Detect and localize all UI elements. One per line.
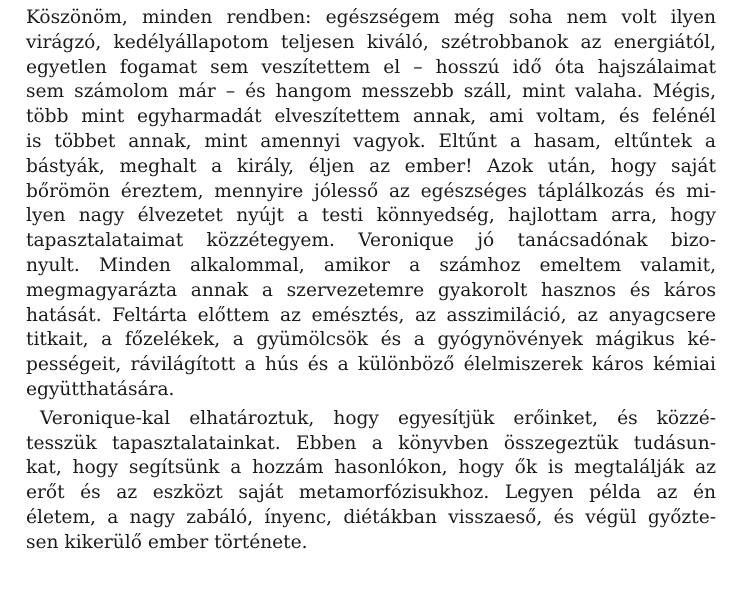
- text-line: tesszük tapasztalatainkat. Ebben a könyvben összegeztük tudásun-: [26, 432, 716, 454]
- text-line: megmagyarázta annak a szervezetemre gyakorolt hasznos és káros: [26, 279, 716, 301]
- text-line: több mint egyharmadát elveszítettem annak, ami voltam, és felénél: [26, 106, 716, 128]
- text-line: bástyák, meghalt a király, éljen az ember! Azok után, hogy saját: [26, 155, 716, 177]
- text-line: életem, a nagy zabáló, ínyenc, diétákban visszaeső, és végül győzte-: [26, 506, 716, 528]
- text-line: erőt és az eszközt saját metamorfózisukhoz. Legyen példa az én: [26, 482, 716, 504]
- text-line: is többet annak, mint amennyi vagyok. Eltűnt a hasam, eltűntek a: [26, 130, 716, 152]
- text-line: tapasztalataimat közzétegyem. Veronique jó tanácsadónak bizo-: [26, 230, 716, 252]
- text-line: virágzó, kedélyállapotom teljesen kiváló, szétrobbanok az energiától,: [26, 31, 716, 53]
- text-line: pességeit, rávilágított a hús és a különböző élelmiszerek káros kémiai: [26, 354, 716, 376]
- paragraph-1: [26, 6, 716, 403]
- text-line: együtthatására.: [26, 378, 175, 400]
- text-line: Veronique-kal elhatároztuk, hogy egyesítjük erőinket, és közzé-: [40, 407, 716, 429]
- text-line: titkait, a főzelékek, a gyümölcsök és a gyógynövények mágikus ké-: [26, 329, 716, 351]
- text-line: lyen nagy élvezetet nyújt a testi könnyedség, hajlottam arra, hogy: [26, 205, 716, 227]
- text-line: kat, hogy segítsünk a hozzám hasonlókon, hogy ők is megtalálják az: [26, 457, 716, 479]
- text-line: sem számolom már – és hangom messzebb száll, mint valaha. Mégis,: [26, 81, 716, 103]
- text-line: nyult. Minden alkalommal, amikor a számhoz emeltem valamit,: [26, 254, 716, 276]
- text-line: bőrömön éreztem, mennyire jólesső az egészséges táplálkozás és mi-: [26, 180, 716, 202]
- text-line: sen kikerülő ember története.: [26, 531, 308, 553]
- text-line: hatását. Feltárta előttem az emésztés, az asszimiláció, az anyagcsere: [26, 304, 716, 326]
- text-line: Köszönöm, minden rendben: egészségem még soha nem volt ilyen: [26, 7, 716, 28]
- book-page-text: [26, 6, 716, 556]
- paragraph-2: [26, 407, 716, 556]
- text-line: egyetlen fogamat sem veszítettem el – hosszú idő óta hajszálaimat: [26, 56, 716, 78]
